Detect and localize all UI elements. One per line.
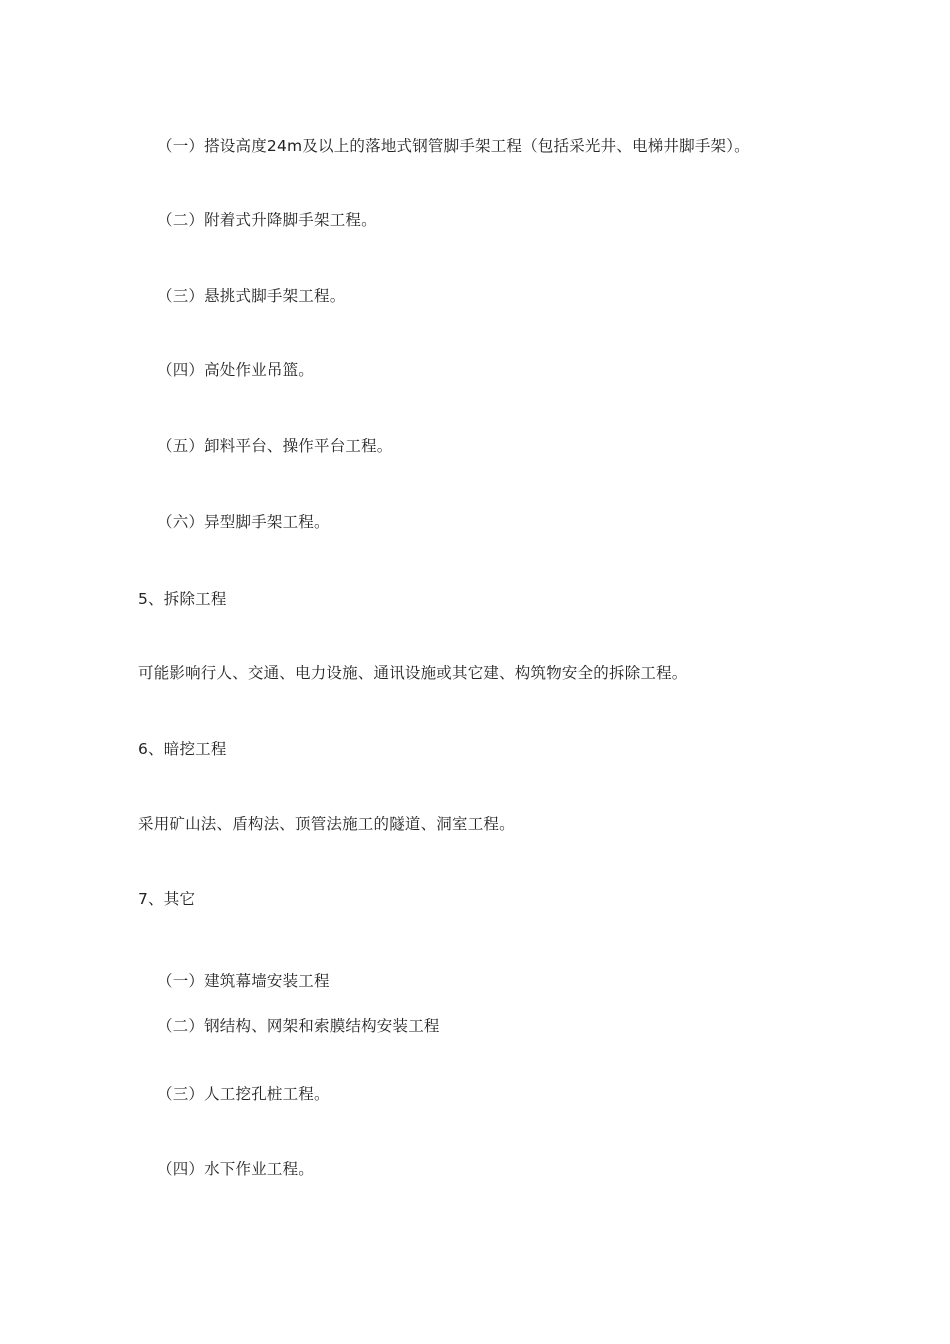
section7-item-3: （三）人工挖孔桩工程。: [157, 1085, 330, 1103]
scaffold-item-4: （四）高处作业吊篮。: [157, 361, 315, 379]
scaffold-item-3: （三）悬挑式脚手架工程。: [157, 287, 346, 305]
scaffold-item-1: （一）搭设高度24m及以上的落地式钢管脚手架工程（包括采光井、电梯井脚手架）。: [157, 137, 750, 155]
scaffold-item-6: （六）异型脚手架工程。: [157, 513, 330, 531]
section6-heading: 6、暗挖工程: [138, 740, 227, 758]
scaffold-item-2: （二）附着式升降脚手架工程。: [157, 211, 377, 229]
section7-item-4: （四）水下作业工程。: [157, 1160, 315, 1178]
section5-body: 可能影响行人、交通、电力设施、通讯设施或其它建、构筑物安全的拆除工程。: [138, 664, 688, 682]
section6-body: 采用矿山法、盾构法、顶管法施工的隧道、洞室工程。: [138, 815, 515, 833]
scaffold-item-5: （五）卸料平台、操作平台工程。: [157, 437, 393, 455]
section7-item-1: （一）建筑幕墙安装工程: [157, 972, 330, 990]
section7-heading: 7、其它: [138, 890, 196, 908]
section5-heading: 5、拆除工程: [138, 590, 227, 608]
section7-item-2: （二）钢结构、网架和索膜结构安装工程: [157, 1017, 440, 1035]
